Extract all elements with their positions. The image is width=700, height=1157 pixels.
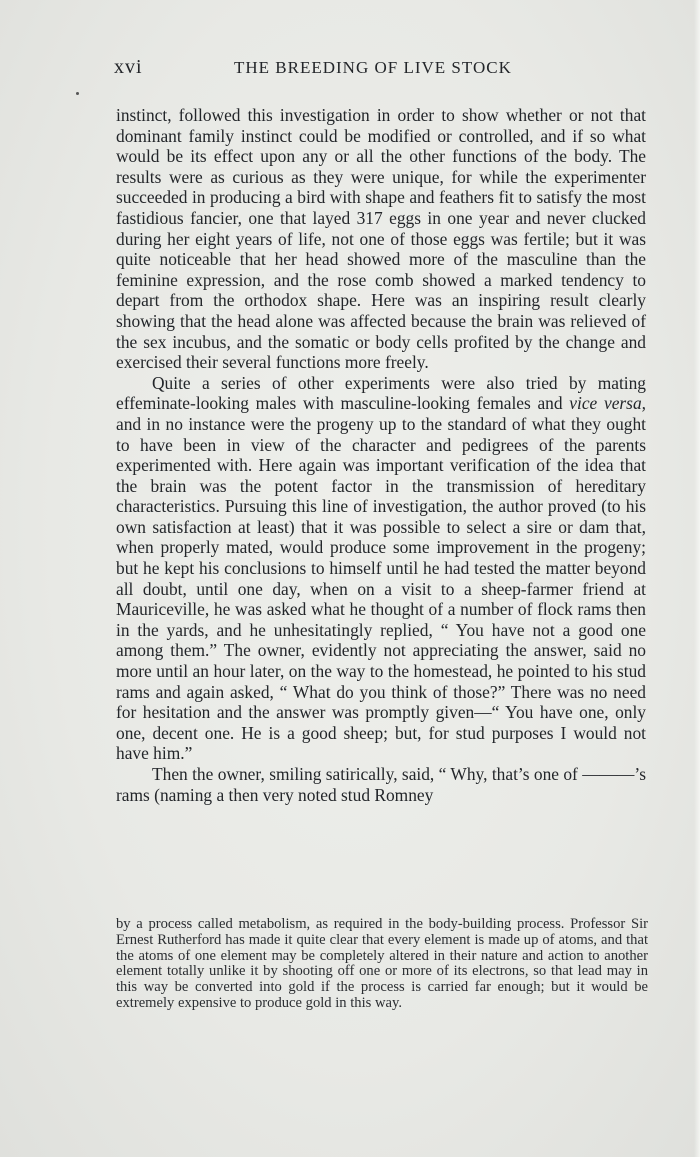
page-number: xvi xyxy=(114,56,143,78)
running-title: THE BREEDING OF LIVE STOCK xyxy=(234,58,512,77)
paragraph-text: and in no instance were the progeny up to the standard of what they ought to have been in view of the character and pedigrees of the parents experimented with. Here again was important verification of the idea that the brain was the potent factor in the transmission of hereditary characteristics. Pursuing this line of investigation, the author proved (to his own satisfaction at least) that it was possible to select a sire or dam that, when properly mated, would produce some improvement in the progeny; but he kept his conclusions to himself until he had tested the matter beyond all doubt, until one day, when on a visit to a sheep-farmer friend at Mauriceville, he was asked what he thought of a number of flock rams then in the yards, and he unhesitatingly replied, “ You have not a good one among them.” The owner, evidently not appreciating the answer, said no more until an hour later, on the way to the homestead, he pointed to his stud rams and again asked, “ What do you think of those?” There was no need for hesitation and the answer was promptly given—“ You have one, only one, decent one. He is a good sheep; but, for stud purposes I would not have him.” xyxy=(116,413,646,764)
main-text xyxy=(116,105,646,805)
footnote xyxy=(116,917,648,1012)
footnote-text: by a process called metabolism, as required in the body-building process. Professor Sir Ernest Rutherford has made it quite clear that every element is made up of atoms, and that the atoms of one element may be completely altered in their nature and action to another element totally unlike it by shooting off one or more of its electrons, so that lead may in this way be converted into gold if the process is carried far enough; but it would be extremely expensive to produce gold in this way. xyxy=(116,916,648,1011)
paragraph-experiments xyxy=(116,373,646,764)
paper-speck xyxy=(76,92,79,95)
paragraph-owner: Then the owner, smiling satirically, said, “ Why, that’s one of ———’s rams (naming a then very noted stud Romney xyxy=(116,764,646,805)
paragraph-text: Quite a series of other experiments were also tried by mating effeminate-looking males with masculine-looking females and xyxy=(116,372,646,414)
page-edge xyxy=(694,0,700,1157)
running-head xyxy=(114,56,654,84)
italic-phrase: vice versa, xyxy=(569,393,646,414)
paragraph-continued: instinct, followed this investigation in order to show whether or not that dominant family instinct could be modified or controlled, and if so what would be its effect upon any or all the other functions of the body. The results were as curious as they were unique, for while the experimenter succeeded in producing a bird with shape and feathers fit to satisfy the most fastidious fancier, one that layed 317 eggs in one year and never clucked during her eight years of life, not one of those eggs was fertile; but it was quite noticeable that her head showed more of the masculine than the feminine expression, and the rose comb showed a marked tendency to depart from the orthodox shape. Here was an inspiring result clearly showing that the head alone was affected because the brain was relieved of the sex incubus, and the somatic or body cells profited by the change and exercised their several functions more freely. xyxy=(116,105,646,373)
